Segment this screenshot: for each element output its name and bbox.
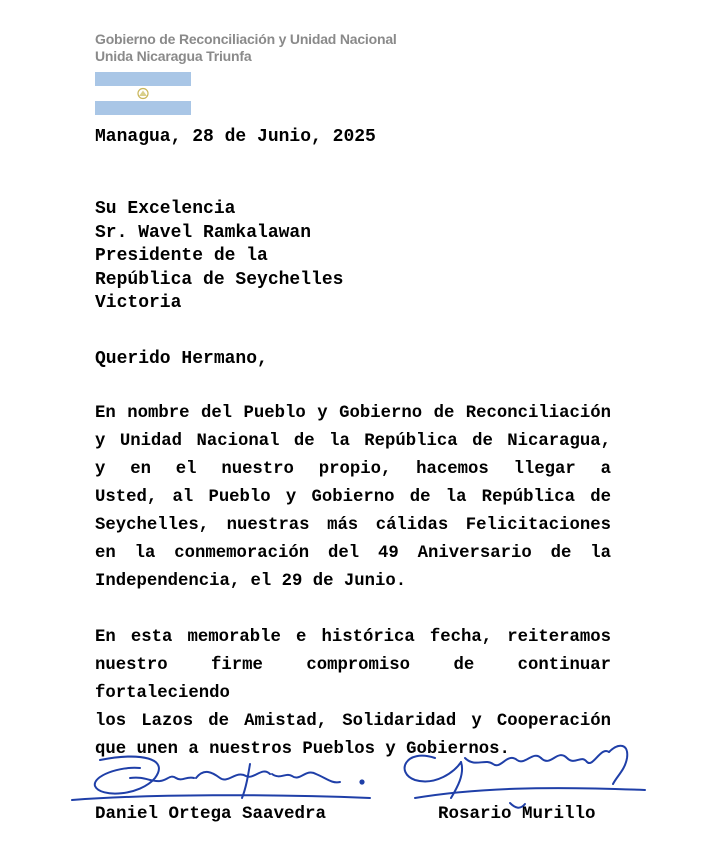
signer-name-1: Daniel Ortega Saavedra	[95, 804, 327, 824]
greeting: Querido Hermano,	[95, 349, 268, 369]
paragraph-line: En esta memorable e histórica fecha, reiteramos	[95, 628, 611, 647]
addressee-line: Presidente de la	[95, 246, 268, 266]
signature-rosario-murillo	[395, 728, 650, 810]
paragraph-line: que unen a nuestros Pueblos y Gobiernos.	[95, 740, 510, 759]
addressee-line: Su Excelencia	[95, 199, 236, 219]
paragraph-line: Usted, al Pueblo y Gobierno de la República de	[95, 488, 611, 507]
paragraph-line: Seychelles, nuestras más cálidas Felicitaciones	[95, 516, 611, 535]
signer-name-2: Rosario Murillo	[438, 804, 596, 824]
government-slogan: Unida Nicaragua Triunfa	[95, 48, 252, 64]
signature-daniel-ortega	[70, 748, 375, 808]
addressee-line: Sr. Wavel Ramkalawan	[95, 222, 312, 243]
addressee-block	[95, 198, 343, 316]
addressee-line: República de Seychelles	[95, 269, 344, 290]
paragraph-line: Independencia, el 29 de Junio.	[95, 572, 407, 591]
paragraph-line: los Lazos de Amistad, Solidaridad y Cooperación	[95, 712, 611, 731]
paragraph-congratulations	[95, 400, 611, 596]
nicaragua-flag	[95, 72, 191, 115]
paragraph-line: y en el nuestro propio, hacemos llegar a	[95, 460, 611, 479]
letter-date: Managua, 28 de Junio, 2025	[95, 127, 376, 147]
addressee-line: Victoria	[95, 293, 182, 313]
paragraph-line: en la conmemoración del 49 Aniversario de la	[95, 544, 611, 563]
paragraph-line: y Unidad Nacional de la República de Nicaragua,	[95, 432, 611, 451]
paragraph-line: En nombre del Pueblo y Gobierno de Reconciliación	[95, 404, 611, 423]
paragraph-line: nuestro firme compromiso de continuar fortaleciendo	[95, 656, 611, 703]
government-name: Gobierno de Reconciliación y Unidad Nacional	[95, 31, 397, 47]
